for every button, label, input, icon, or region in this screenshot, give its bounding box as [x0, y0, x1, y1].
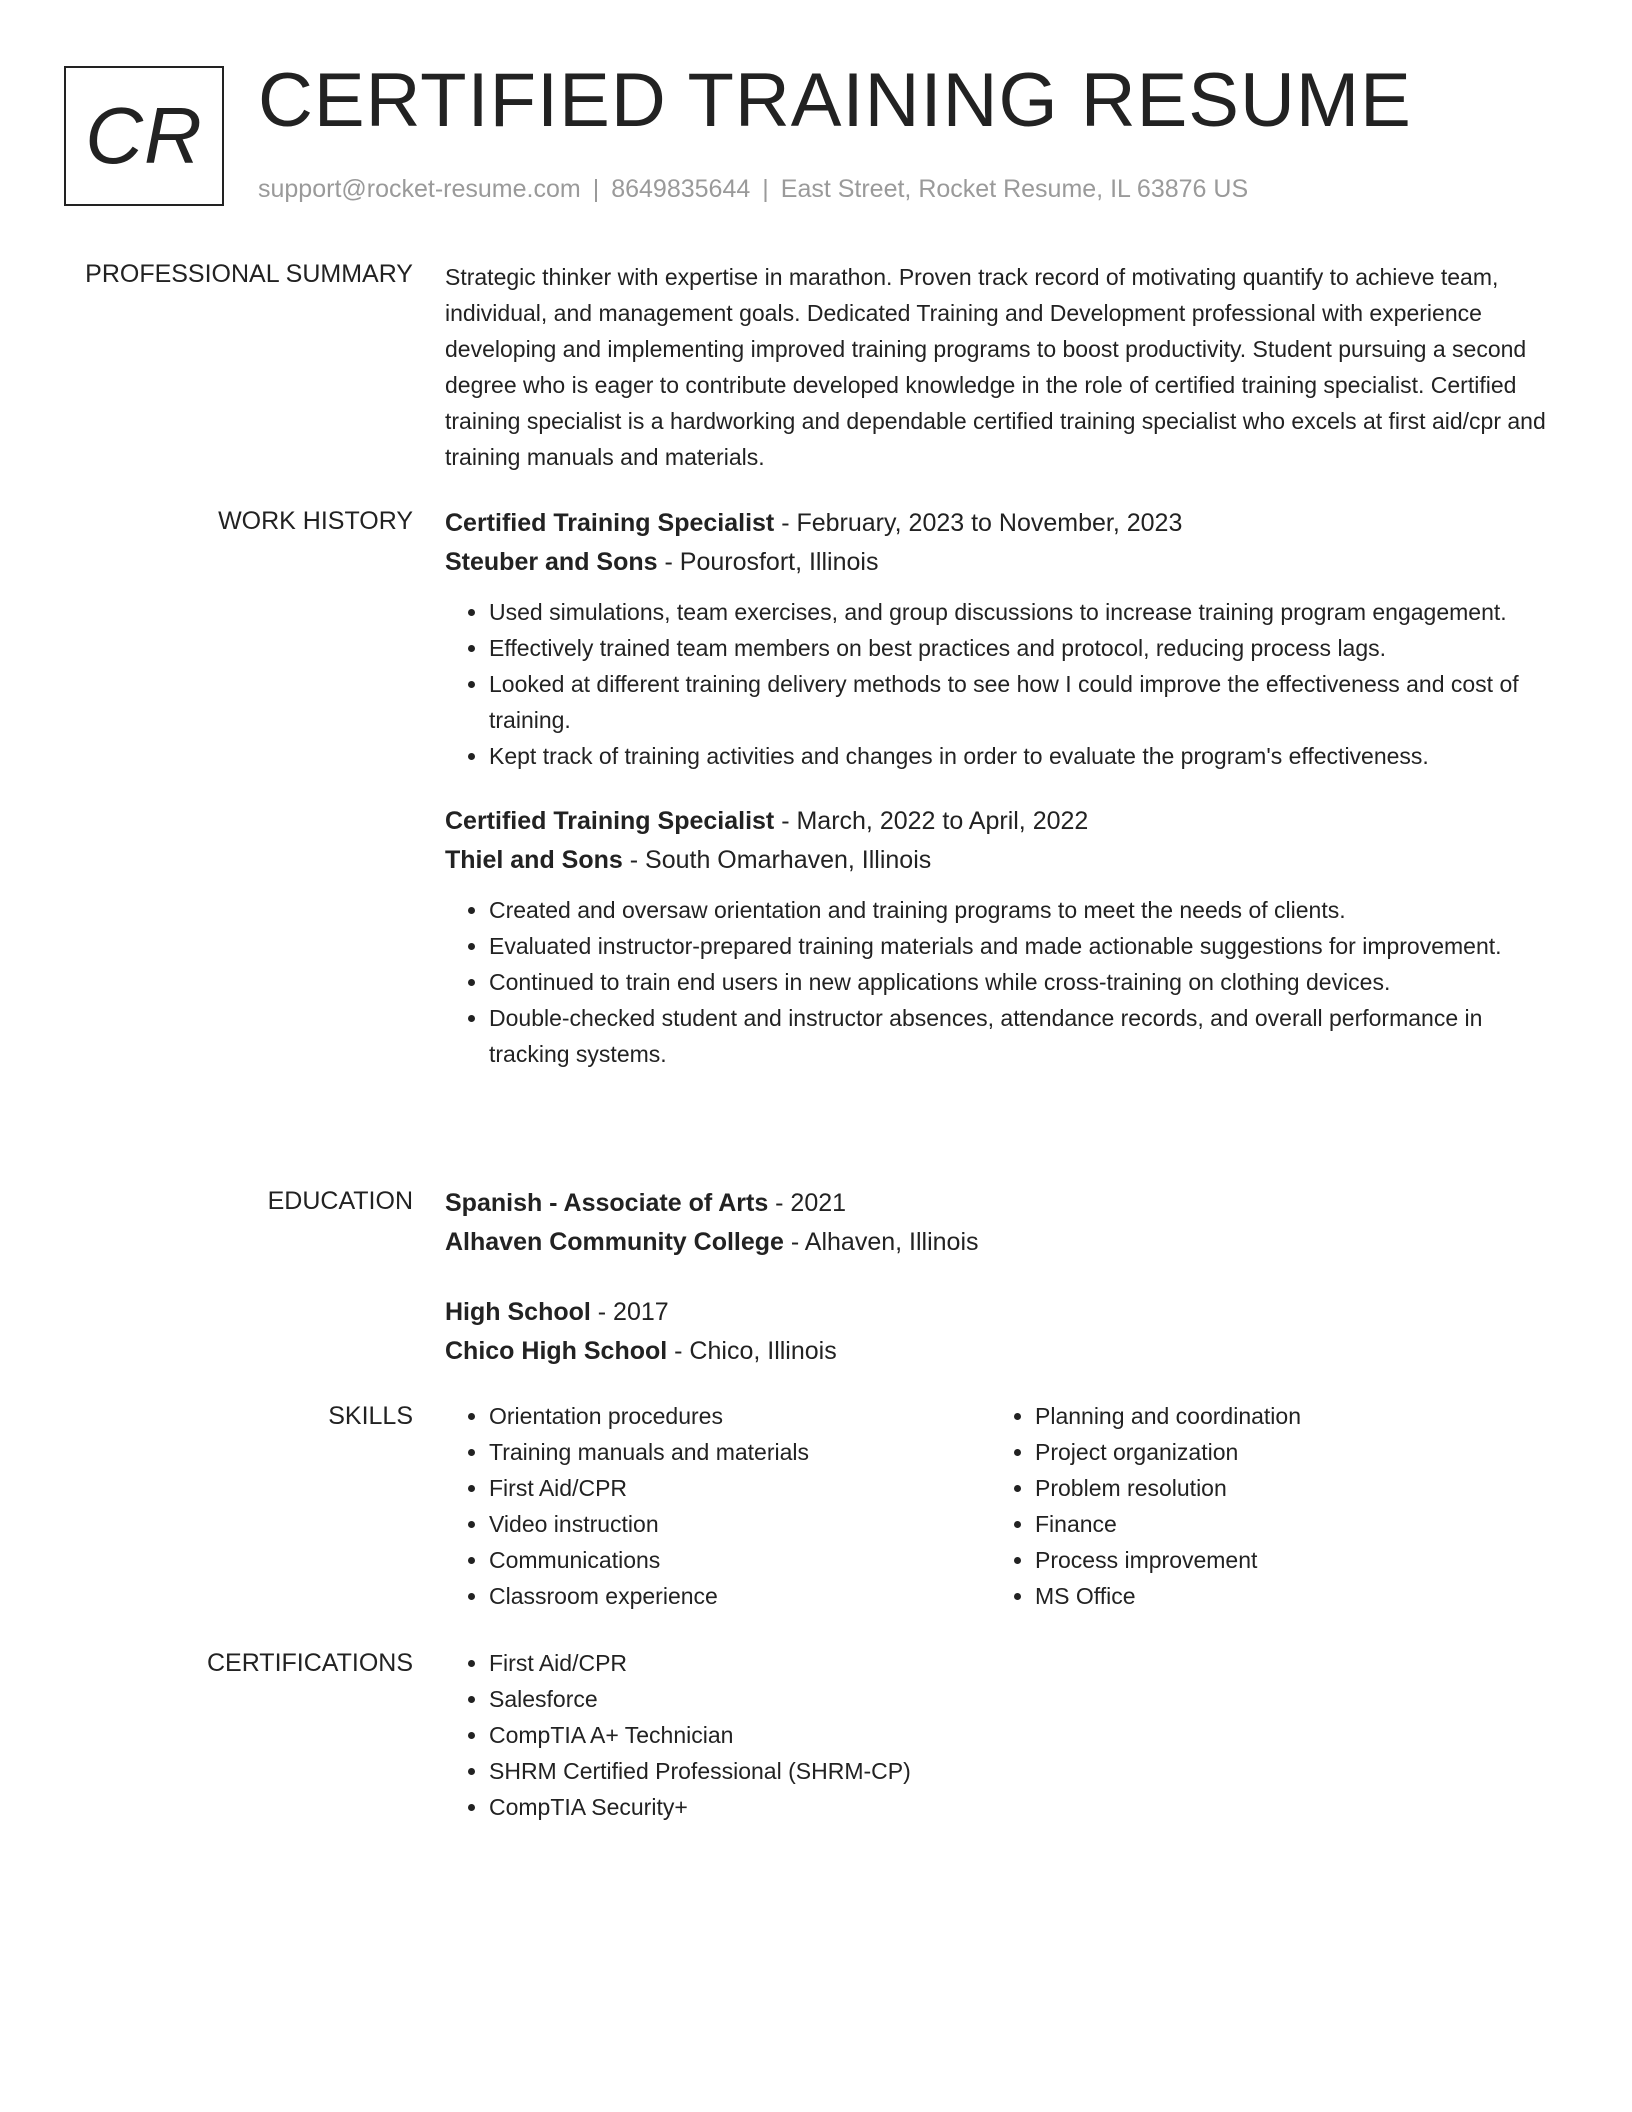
- certification-item: • CompTIA A+ Technician: [489, 1717, 1565, 1753]
- job-bullet: • Double-checked student and instructor absences, attendance records, and overall performance in tracking systems.: [489, 1000, 1565, 1072]
- contact-phone: 8649835644: [611, 175, 751, 203]
- summary-text: Strategic thinker with expertise in marathon. Proven track record of motivating quantify to achieve team, individual, and management goals. Dedicated Training and Development professional with experience developing and implementing improved training programs to boost productivity. Student pursuing a second degree who is eager to contribute developed knowledge in the role of certified training specialist. Certified training specialist is a hardworking and dependable certified training specialist who excels at first aid/cpr and training manuals and materials.: [445, 264, 1546, 470]
- skill-item: • Classroom experience: [489, 1578, 991, 1614]
- skill-item: • Training manuals and materials: [489, 1434, 991, 1470]
- skills-list-left: [445, 1398, 991, 1614]
- job-bullet: • Evaluated instructor-prepared training materials and made actionable suggestions for improvement.: [489, 928, 1565, 964]
- job-title-line: [445, 802, 1565, 841]
- summary-label: PROFESSIONAL SUMMARY: [85, 260, 413, 288]
- skill-item: • Problem resolution: [1035, 1470, 1537, 1506]
- job-company-line: [445, 543, 1565, 582]
- contact-separator: |: [762, 175, 769, 203]
- job-bullets: [445, 594, 1565, 774]
- job-bullet: • Continued to train end users in new applications while cross-training on clothing devices.: [489, 964, 1565, 1000]
- contact-separator: |: [592, 175, 600, 203]
- job-bullet: • Effectively trained team members on best practices and protocol, reducing process lags.: [489, 630, 1565, 666]
- job-title-line: [445, 504, 1565, 543]
- skill-item: • Communications: [489, 1542, 991, 1578]
- education-school-line: [445, 1223, 1565, 1262]
- education-entry: [445, 1293, 1565, 1371]
- job-company: Steuber and Sons: [445, 548, 658, 576]
- job-location: - Pourosfort, Illinois: [657, 548, 879, 576]
- job-bullet: • Looked at different training delivery methods to see how I could improve the effectiveness and cost of training.: [489, 666, 1565, 738]
- skill-item: • Project organization: [1035, 1434, 1537, 1470]
- education-content: [445, 1184, 1565, 1371]
- job-entry: [445, 504, 1565, 774]
- job-bullet: • Used simulations, team exercises, and group discussions to increase training program engagement.: [489, 594, 1565, 630]
- skills-content: [445, 1398, 1565, 1614]
- education-degree-line: [445, 1184, 1565, 1223]
- job-bullet: • Kept track of training activities and changes in order to evaluate the program's effectiveness.: [489, 738, 1565, 774]
- skill-item: • Planning and coordination: [1035, 1398, 1537, 1434]
- education-year: - 2017: [590, 1298, 669, 1326]
- job-bullet: • Created and oversaw orientation and training programs to meet the needs of clients.: [489, 892, 1565, 928]
- skill-item: • Orientation procedures: [489, 1398, 991, 1434]
- certification-item: • SHRM Certified Professional (SHRM-CP): [489, 1753, 1565, 1789]
- summary-content: [445, 259, 1565, 475]
- certifications-label: CERTIFICATIONS: [206, 1649, 413, 1677]
- skill-item: • First Aid/CPR: [489, 1470, 991, 1506]
- skills-columns: [445, 1398, 1565, 1614]
- education-degree-line: [445, 1293, 1565, 1332]
- contact-line: [258, 174, 1248, 204]
- education-year: - 2021: [768, 1189, 847, 1217]
- education-school: Alhaven Community College: [445, 1228, 784, 1256]
- contact-email: support@rocket-resume.com: [258, 175, 581, 203]
- resume-title: CERTIFIED TRAINING RESUME: [258, 58, 1412, 143]
- education-school-line: [445, 1332, 1565, 1371]
- contact-address: East Street, Rocket Resume, IL 63876 US: [780, 175, 1249, 203]
- certification-item: • CompTIA Security+: [489, 1789, 1565, 1825]
- certifications-list: [445, 1645, 1565, 1825]
- job-bullets: [445, 892, 1565, 1072]
- skill-item: • Video instruction: [489, 1506, 991, 1542]
- education-degree: Spanish - Associate of Arts: [445, 1189, 769, 1217]
- job-company-line: [445, 841, 1565, 880]
- education-school: Chico High School: [445, 1337, 668, 1365]
- work-history-content: [445, 504, 1565, 1072]
- skills-label: SKILLS: [328, 1402, 413, 1430]
- education-location: - Alhaven, Illinois: [783, 1228, 979, 1256]
- job-title: Certified Training Specialist: [445, 509, 775, 537]
- education-degree: High School: [445, 1298, 591, 1326]
- skill-item: • Process improvement: [1035, 1542, 1537, 1578]
- certifications-content: [445, 1645, 1565, 1825]
- job-entry: [445, 802, 1565, 1072]
- education-entry: [445, 1184, 1565, 1262]
- skill-item: • Finance: [1035, 1506, 1537, 1542]
- job-company: Thiel and Sons: [445, 846, 623, 874]
- job-location: - South Omarhaven, Illinois: [622, 846, 932, 874]
- skill-item: • MS Office: [1035, 1578, 1537, 1614]
- certification-item: • First Aid/CPR: [489, 1645, 1565, 1681]
- work-history-label: WORK HISTORY: [218, 507, 413, 535]
- monogram-box: [64, 66, 224, 206]
- education-location: - Chico, Illinois: [667, 1337, 837, 1365]
- job-dates: - February, 2023 to November, 2023: [774, 509, 1183, 537]
- monogram-initials: CR: [85, 91, 203, 180]
- job-dates: - March, 2022 to April, 2022: [774, 807, 1089, 835]
- certification-item: • Salesforce: [489, 1681, 1565, 1717]
- skills-list-right: [991, 1398, 1537, 1614]
- education-label: EDUCATION: [267, 1187, 413, 1215]
- job-title: Certified Training Specialist: [445, 807, 775, 835]
